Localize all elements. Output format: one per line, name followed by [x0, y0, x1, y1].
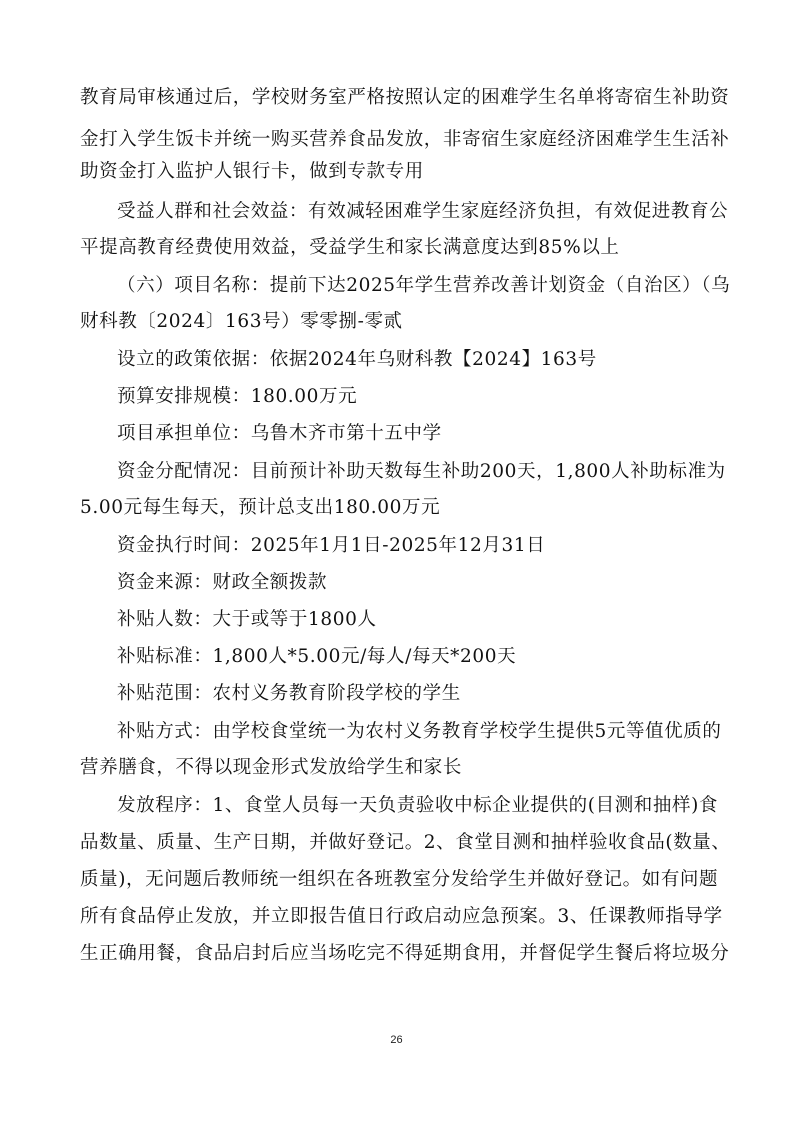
text-line: 教育局审核通过后，学校财务室严格按照认定的困难学生名单将寄宿生补助资 [80, 87, 730, 108]
text-line: 预算安排规模：180.00万元 [117, 386, 358, 407]
text-line: 资金分配情况：目前预计补助天数每生补助200天，1,800人补助标准为 [117, 461, 726, 482]
text-line: 所有食品停止发放，并立即报告值日行政启动应急预案。3、任课教师指导学 [80, 906, 723, 927]
section-heading: （六）项目名称：提前下达2025年学生营养改善计划资金（自治区）（乌 [117, 275, 731, 296]
text-line: 资金来源：财政全额拨款 [117, 572, 328, 593]
text-line: 受益人群和社会效益：有效减轻困难学生家庭经济负担，有效促进教育公 [117, 201, 729, 222]
text-line: 资金执行时间：2025年1月1日-2025年12月31日 [117, 535, 546, 556]
text-line: 平提高教育经费使用效益，受益学生和家长满意度达到85%以上 [80, 237, 620, 258]
text-line: 生正确用餐，食品启封后应当场吃完不得延期食用，并督促学生餐后将垃圾分 [80, 943, 730, 964]
page-number: 26 [390, 1034, 403, 1046]
text-line: 项目承担单位：乌鲁木齐市第十五中学 [117, 423, 442, 444]
text-line: 助资金打入监护人银行卡，做到专款专用 [80, 161, 424, 182]
text-line: 品数量、质量、生产日期，并做好登记。2、食堂目测和抽样验收食品(数量、 [80, 832, 731, 853]
text-line: 补贴范围：农村义务教育阶段学校的学生 [117, 683, 461, 704]
text-line: 补贴人数：大于或等于1800人 [117, 609, 377, 630]
section-heading: 财科教〔2024〕163号）零零捌-零贰 [80, 311, 403, 332]
text-line: 营养膳食，不得以现金形式发放给学生和家长 [80, 757, 463, 778]
text-line: 5.00元每生每天，预计总支出180.00万元 [80, 497, 441, 518]
text-line: 发放程序：1、食堂人员每一天负责验收中标企业提供的(目测和抽样)食 [117, 795, 719, 816]
text-line: 质量)，无问题后教师统一组织在各班教室分发给学生并做好登记。如有问题 [80, 869, 719, 890]
text-line: 补贴标准：1,800人*5.00元/每人/每天*200天 [117, 646, 517, 667]
text-line: 金打入学生饭卡并统一购买营养食品发放，非寄宿生家庭经济困难学生生活补 [80, 129, 730, 150]
text-line: 补贴方式：由学校食堂统一为农村义务教育学校学生提供5元等值优质的 [117, 721, 722, 742]
text-line: 设立的政策依据：依据2024年乌财科教【2024】163号 [117, 349, 597, 370]
